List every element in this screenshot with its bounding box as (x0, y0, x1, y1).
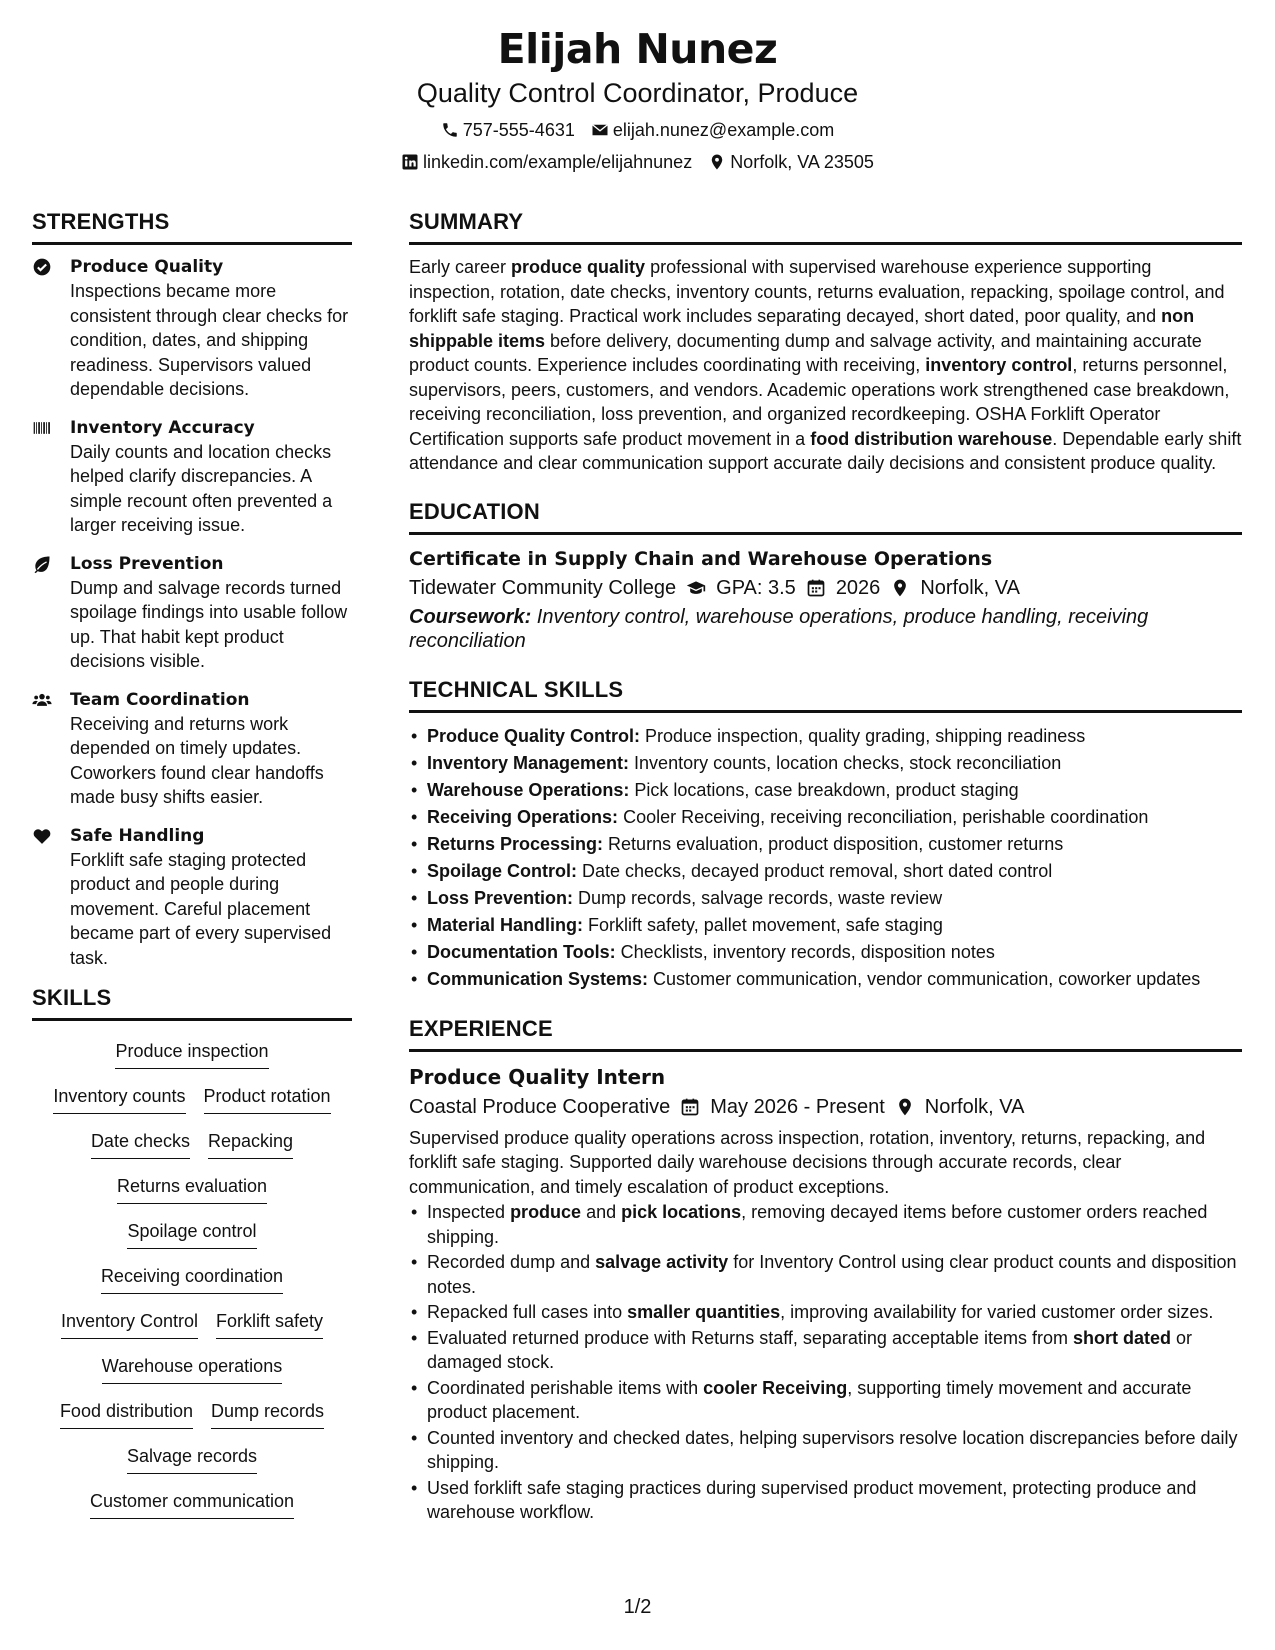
text-run: , improving availability for varied customer order sizes. (780, 1302, 1214, 1322)
envelope-icon (591, 121, 609, 139)
strength-item (32, 552, 352, 674)
map-marker-icon (708, 153, 726, 171)
technical-skill-value: Returns evaluation, product disposition, customer returns (603, 833, 1064, 854)
strength-body (70, 416, 352, 538)
skill-row (32, 1264, 352, 1309)
education-coursework (409, 605, 1242, 654)
skill-tag: Food distribution (60, 1399, 193, 1429)
skill-row (32, 1219, 352, 1264)
job-bullet (409, 1376, 1242, 1425)
skill-tag: Dump records (211, 1399, 324, 1429)
skills-list (32, 1031, 352, 1534)
job-dates: May 2026 - Present (710, 1095, 885, 1118)
phone-contact (441, 118, 575, 142)
strength-item (32, 255, 352, 402)
skill-row (32, 1039, 352, 1084)
technical-skill-label: Spoilage Control: (427, 860, 577, 881)
graduation-cap-icon (686, 578, 706, 598)
email-address[interactable]: elijah.nunez@example.com (612, 120, 835, 140)
technical-skill-item (409, 777, 1242, 804)
technical-skills-heading: TECHNICAL SKILLS (409, 676, 1242, 713)
bold-phrase: short dated (1073, 1327, 1172, 1348)
job-intro: Supervised produce quality operations across inspection, rotation, inventory, returns, repacking, and forklift safe staging. Supported daily warehouse decisions through accurate records, clear communication, and timely escalation of product exceptions. (409, 1127, 1206, 1197)
text-run: or damaged stock. (427, 1327, 1193, 1372)
education-school: Tidewater Community College (409, 576, 677, 599)
text-run: Used forklift safe staging practices during supervised product movement, protecting produce and warehouse workflow. (427, 1477, 1197, 1522)
job-bullet (409, 1300, 1242, 1325)
map-marker-icon (895, 1097, 915, 1117)
skill-row (32, 1444, 352, 1489)
text-run: Inspected (427, 1202, 511, 1222)
strength-name: Team Coordination (70, 689, 250, 710)
coursework-label: Coursework: (409, 605, 532, 628)
education-heading: EDUCATION (409, 498, 1242, 535)
skill-tag: Inventory counts (53, 1084, 185, 1114)
strength-item (32, 824, 352, 971)
bold-phrase: non shippable items (409, 306, 1195, 351)
skill-tag: Receiving coordination (101, 1264, 283, 1294)
heart-icon (32, 824, 70, 971)
technical-skill-value: Forklift safety, pallet movement, safe staging (583, 914, 943, 935)
phone-number: 757-555-4631 (462, 120, 575, 140)
strength-description: Daily counts and location checks helped clarify discrepancies. A simple recount often prevented a larger receiving issue. (70, 441, 333, 535)
bold-phrase: cooler Receiving (703, 1377, 848, 1398)
technical-skill-label: Warehouse Operations: (427, 779, 630, 800)
technical-skill-value: Cooler Receiving, receiving reconciliation, perishable coordination (618, 806, 1149, 827)
skill-row (32, 1354, 352, 1399)
education-degree: Certificate in Supply Chain and Warehouse Operations (409, 547, 993, 570)
job-bullets (409, 1200, 1242, 1525)
technical-skill-label: Documentation Tools: (427, 941, 616, 962)
strength-description: Dump and salvage records turned spoilage findings into usable follow up. That habit kept product decisions visible. (70, 577, 348, 671)
skill-row (32, 1129, 352, 1174)
technical-skill-item (409, 723, 1242, 750)
skill-tag: Salvage records (127, 1444, 257, 1474)
skill-tag: Date checks (91, 1129, 190, 1159)
strengths-list (32, 255, 352, 970)
summary-heading: SUMMARY (409, 208, 1242, 245)
job-bullet (409, 1326, 1242, 1375)
strength-name: Produce Quality (70, 257, 224, 277)
linkedin-contact[interactable] (401, 150, 692, 174)
technical-skill-label: Produce Quality Control: (427, 725, 641, 746)
job-title: Produce Quality Intern (409, 1064, 666, 1089)
text-run: professional with supervised warehouse experience supporting inspection, rotation, date checks, inventory counts, returns evaluation, repacking, spoilage control, and forklift safe staging. Practical work includes separating decayed, short dated, poor quality, and (409, 257, 1225, 326)
right-column (409, 208, 1242, 1525)
job-bullet (409, 1200, 1242, 1249)
barcode-icon (32, 416, 70, 538)
contact-row-2 (0, 150, 1275, 174)
strength-name: Loss Prevention (70, 553, 224, 574)
check-circle-icon (32, 255, 70, 402)
education-gpa: GPA: 3.5 (716, 576, 796, 599)
technical-skill-label: Material Handling: (427, 914, 584, 935)
technical-skill-label: Communication Systems: (427, 968, 649, 989)
skill-row (32, 1309, 352, 1354)
page-number: 1/2 (623, 1596, 652, 1618)
text-run: before delivery, documenting dump and salvage activity, and maintaining accurate product counts. Experience includes coordinating with receiving, (409, 330, 1202, 375)
technical-skill-value: Checklists, inventory records, disposition notes (615, 941, 995, 962)
job-bullet (409, 1426, 1242, 1475)
education-location: Norfolk, VA (920, 576, 1020, 599)
bold-phrase: salvage activity (595, 1252, 729, 1272)
technical-skill-item (409, 912, 1242, 939)
skills-heading: SKILLS (32, 984, 352, 1021)
strength-body (70, 688, 352, 810)
skill-tag: Customer communication (90, 1489, 294, 1519)
calendar-icon (680, 1097, 700, 1117)
skill-row (32, 1084, 352, 1129)
text-run: Repacked full cases into (427, 1302, 628, 1322)
skill-tag: Returns evaluation (117, 1174, 267, 1204)
job-company: Coastal Produce Cooperative (409, 1095, 671, 1118)
bold-phrase: pick locations (621, 1202, 742, 1222)
technical-skill-item (409, 939, 1242, 966)
candidate-title: Quality Control Coordinator, Produce (416, 78, 859, 108)
text-run: , supporting timely movement and accurate product placement. (427, 1377, 1192, 1422)
strength-body (70, 255, 352, 402)
technical-skill-label: Receiving Operations: (427, 806, 619, 827)
bold-phrase: food distribution warehouse (810, 428, 1053, 449)
text-run: Coordinated perishable items with (427, 1377, 704, 1398)
skill-tag: Warehouse operations (102, 1354, 282, 1384)
skill-tag: Produce inspection (115, 1039, 268, 1069)
strength-description: Receiving and returns work depended on timely updates. Coworkers found clear handoffs made busy shifts easier. (70, 713, 324, 807)
technical-skill-label: Inventory Management: (427, 752, 630, 773)
strength-body (70, 824, 352, 971)
strength-description: Forklift safe staging protected product and people during movement. Careful placement became part of every supervised task. (70, 849, 332, 968)
technical-skill-item (409, 858, 1242, 885)
skill-tag: Inventory Control (61, 1309, 198, 1339)
location-contact (708, 150, 874, 174)
candidate-name: Elijah Nunez (497, 25, 778, 73)
job-location: Norfolk, VA (924, 1095, 1025, 1118)
technical-skill-value: Inventory counts, location checks, stock reconciliation (629, 752, 1062, 773)
technical-skill-item (409, 966, 1242, 993)
location-text: Norfolk, VA 23505 (730, 152, 874, 172)
strength-name: Inventory Accuracy (70, 417, 255, 438)
job-meta (409, 1092, 1242, 1122)
skill-row (32, 1399, 352, 1444)
technical-skill-item (409, 885, 1242, 912)
skill-tag: Forklift safety (216, 1309, 323, 1339)
text-run: and (581, 1202, 622, 1222)
linkedin-url[interactable]: linkedin.com/example/elijahnunez (423, 152, 693, 172)
experience-heading: EXPERIENCE (409, 1015, 1242, 1052)
bold-phrase: produce quality (511, 257, 646, 277)
technical-skill-item (409, 750, 1242, 777)
skill-tag: Spoilage control (127, 1219, 256, 1249)
skill-row (32, 1174, 352, 1219)
email-contact[interactable] (591, 118, 834, 142)
users-icon (32, 688, 70, 810)
map-marker-icon (890, 578, 910, 598)
text-run: Early career (409, 257, 512, 277)
strength-name: Safe Handling (70, 825, 205, 846)
strength-body (70, 552, 352, 674)
text-run: for Inventory Control using clear product counts and disposition notes. (427, 1252, 1237, 1297)
technical-skill-value: Produce inspection, quality grading, shipping readiness (640, 725, 1086, 746)
strength-description: Inspections became more consistent through clear checks for condition, dates, and shipping readiness. Supervisors valued dependable decisions. (70, 281, 349, 399)
technical-skill-label: Loss Prevention: (427, 887, 574, 908)
bold-phrase: smaller quantities (627, 1302, 781, 1322)
skill-tag: Product rotation (204, 1084, 331, 1114)
bold-phrase: inventory control (925, 355, 1073, 375)
technical-skill-value: Date checks, decayed product removal, short dated control (577, 860, 1053, 881)
strength-item (32, 416, 352, 538)
bold-phrase: produce (510, 1202, 582, 1222)
education-year: 2026 (835, 576, 881, 599)
job-bullet (409, 1250, 1242, 1299)
technical-skill-value: Pick locations, case breakdown, product staging (629, 779, 1019, 800)
left-column (32, 208, 352, 1534)
technical-skill-value: Dump records, salvage records, waste review (573, 887, 943, 908)
linkedin-icon (401, 153, 419, 171)
calendar-icon (806, 578, 826, 598)
text-run: Counted inventory and checked dates, helping supervisors resolve location discrepancies before daily shipping. (427, 1427, 1238, 1472)
technical-skill-value: Customer communication, vendor communication, coworker updates (648, 968, 1201, 989)
strength-item (32, 688, 352, 810)
education-meta (409, 573, 1242, 603)
leaf-icon (32, 552, 70, 674)
technical-skills-list (409, 723, 1242, 993)
technical-skill-label: Returns Processing: (427, 833, 604, 854)
text-run: . Dependable early shift attendance and clear communication support accurate daily decisions and consistent produce quality. (409, 428, 1242, 473)
job-bullet (409, 1476, 1242, 1525)
text-run: , removing decayed items before customer orders reached shipping. (427, 1202, 1208, 1247)
text-run: Recorded dump and (427, 1252, 596, 1272)
phone-icon (441, 121, 459, 139)
skill-tag: Repacking (208, 1129, 293, 1159)
skill-row (32, 1489, 352, 1534)
resume-header (0, 22, 1275, 174)
text-run: , returns personnel, supervisors, peers, customers, and vendors. Academic operations work strengthened case breakdown, receiving reconciliation, loss prevention, and organized recordkeeping. OSHA Forklift Operator Certification supports safe product movement in a (409, 355, 1230, 449)
contact-row-1 (0, 118, 1275, 142)
technical-skill-item (409, 831, 1242, 858)
strengths-heading: STRENGTHS (32, 208, 352, 245)
technical-skill-item (409, 804, 1242, 831)
coursework-text: Inventory control, warehouse operations, produce handling, receiving reconciliation (409, 605, 1149, 652)
text-run: Evaluated returned produce with Returns staff, separating acceptable items from (427, 1327, 1074, 1348)
summary-text (409, 255, 1242, 476)
